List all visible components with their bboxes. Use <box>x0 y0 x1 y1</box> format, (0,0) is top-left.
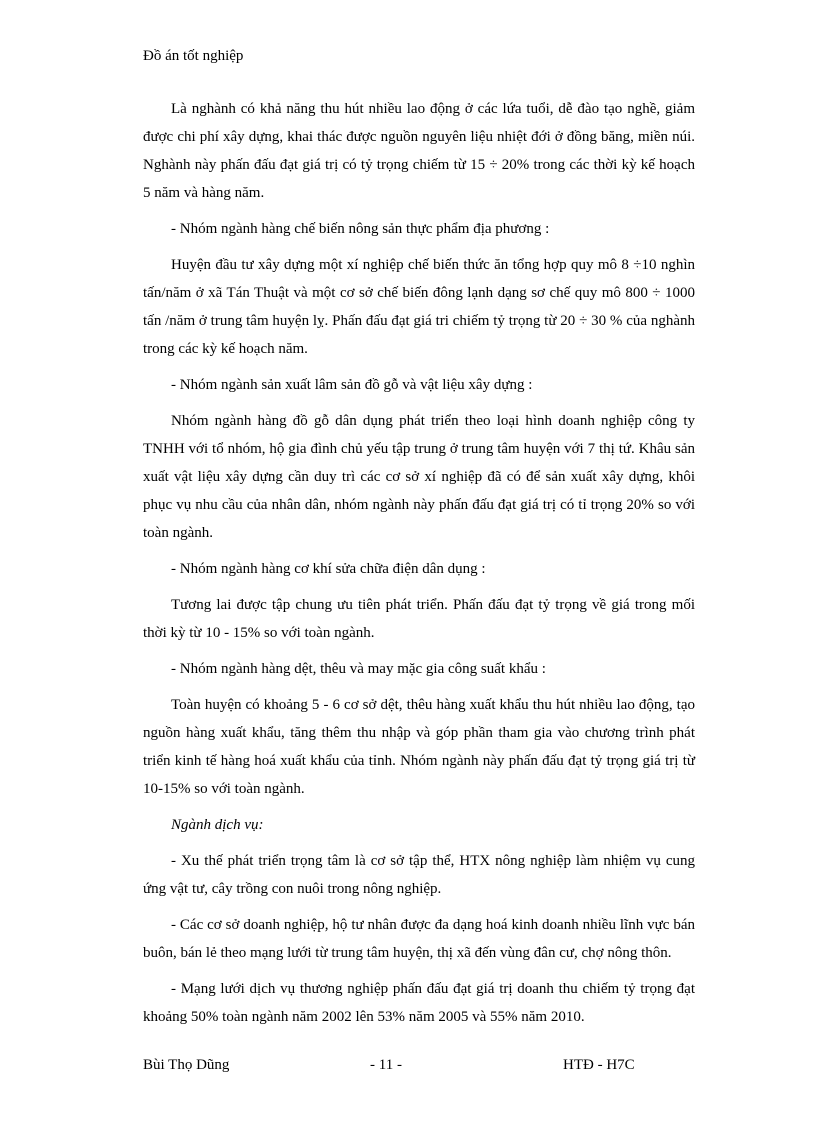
footer-class: HTĐ - H7C <box>563 1057 635 1073</box>
section-heading: Ngành dịch vụ: <box>171 817 264 833</box>
page-header <box>143 48 243 65</box>
bullet-item: - Các cơ sở doanh nghiệp, hộ tư nhân được đa dạng hoá kinh doanh nhiều lĩnh vực bán buôn, bán lẻ theo mạng lưới từ trung tâm huyện, thị xã đến vùng đân cư, chợ nông thôn. <box>143 917 695 961</box>
document-body <box>143 95 695 1039</box>
paragraph: Toàn huyện có khoảng 5 - 6 cơ sở dệt, thêu hàng xuất khẩu thu hút nhiều lao động, tạo nguồn hàng xuất khẩu, tăng thêm thu nhập và góp phần tham gia vào chương trình phát triển kinh tế hàng hoá xuất khẩu của tỉnh. Nhóm ngành này phấn đấu đạt tỷ trọng giá trị từ 10-15% so với toàn ngành. <box>143 697 695 797</box>
paragraph: Huyện đầu tư xây dựng một xí nghiệp chế biến thức ăn tổng hợp quy mô 8 ÷10 nghìn tấn/năm ở xã Tán Thuật và một cơ sở chế biến đông lạnh dạng sơ chế quy mô 800 ÷ 1000 tấn /năm ở trung tâm huyện lỵ. Phấn đấu đạt giá tri chiếm tỷ trọng từ 20 ÷ 30 % của nghành trong các kỳ kế hoạch năm. <box>143 257 695 357</box>
paragraph: Nhóm ngành hàng đồ gỗ dân dụng phát triển theo loại hình doanh nghiệp công ty TNHH với tổ nhóm, hộ gia đình chủ yếu tập trung ở trung tâm huyện với 7 thị tứ. Khâu sản xuất vật liệu xây dựng cần duy trì các cơ sở xí nghiệp đã có để sản xuất xây dựng, khôi phục vụ nhu cầu của nhân dân, nhóm ngành này phấn đấu đạt giá trị có tỉ trọng 20% so với toàn ngành. <box>143 413 695 541</box>
bullet-item: - Xu thế phát triển trọng tâm là cơ sở tập thể, HTX nông nghiệp làm nhiệm vụ cung ứng vật tư, cây trồng con nuôi trong nông nghiệp. <box>143 853 695 897</box>
bullet-heading: - Nhóm ngành hàng chế biến nông sản thực phẩm địa phương : <box>171 221 550 237</box>
footer-author: Bùi Thọ Dũng <box>143 1057 230 1073</box>
bullet-heading: - Nhóm ngành hàng dệt, thêu và may mặc gia công suất khẩu : <box>171 661 546 677</box>
page-footer <box>143 1057 663 1079</box>
paragraph: Là nghành có khả năng thu hút nhiều lao động ở các lứa tuổi, dễ đào tạo nghề, giảm được chi phí xây dựng, khai thác được nguồn nguyên liệu nhiệt đới ở đồng băng, miền núi. Nghành này phấn đấu đạt giá trị có tỷ trọng chiếm từ 15 ÷ 20% trong các thời kỳ kế hoạch 5 năm và hàng năm. <box>143 101 695 201</box>
paragraph: Tương lai được tập chung ưu tiên phát triển. Phấn đấu đạt tỷ trọng về giá trong mối thời kỳ từ 10 - 15% so với toàn ngành. <box>143 597 695 641</box>
document-title: Đồ án tốt nghiệp <box>143 48 244 64</box>
footer-page-number: - 11 - <box>370 1057 402 1073</box>
bullet-heading: - Nhóm ngành hàng cơ khí sửa chữa điện dân dụng : <box>171 561 486 577</box>
bullet-item: - Mạng lưới dịch vụ thương nghiệp phấn đấu đạt giá trị doanh thu chiếm tỷ trọng đạt khoảng 50% toàn ngành năm 2002 lên 53% năm 2005 và 55% năm 2010. <box>143 981 695 1025</box>
bullet-heading: - Nhóm ngành sản xuất lâm sản đồ gỗ và vật liệu xây dựng : <box>171 377 533 393</box>
